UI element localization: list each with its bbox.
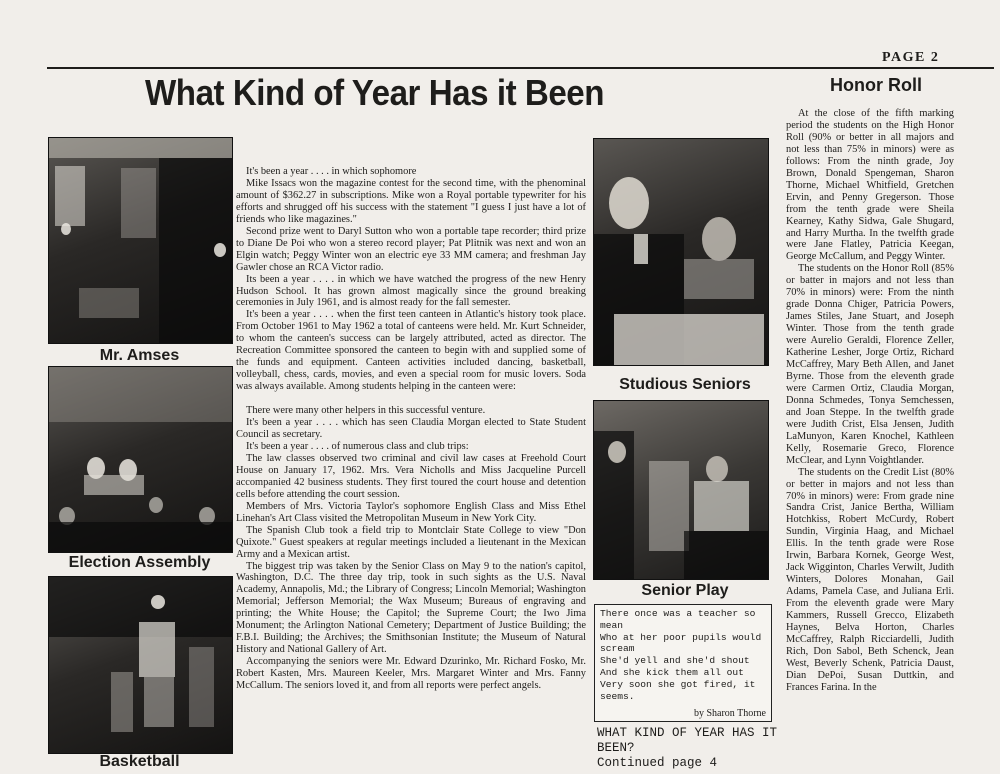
header-rule <box>47 67 994 69</box>
article-paragraph: Mike Issacs won the magazine contest for the second time, with the phenominal amount of $362.27 in subscriptions. Mike won a Royal portable typewriter for his efforts and shrugged off his success with the statement "I guess I just have a lot of friends who like magazines." <box>236 177 586 225</box>
photo-mr-amses <box>48 137 233 344</box>
poem-line: Very soon she got fired, it seems. <box>600 678 756 702</box>
article-paragraph: It's been a year . . . . in which sophomore <box>246 166 417 177</box>
main-article <box>236 166 586 692</box>
continued-title: WHAT KIND OF YEAR HAS IT BEEN? <box>597 726 778 755</box>
honor-roll-title: Honor Roll <box>830 75 922 95</box>
caption-senior-play: Senior Play <box>641 582 729 599</box>
honor-roll-paragraph: At the close of the fifth marking period the students on the High Honor Roll (90% or better in all majors and not less than 75% in minors) were as follows: From the ninth grade, Joy Brown, Donald Spengeman, Sharon Thorne, Michael Whitfield, Gretchen Ervin, and Penny Gregerson. Those from the tenth grade were Sheila Kearney, Kathy Sidwa, Gale Shugard, and Harry Murtha. In the twelfth grade were Jane Flatley, Patricia Keegan, George McCallum, and Peggy Winter. <box>786 108 954 263</box>
photo-senior-play <box>593 400 769 580</box>
article-paragraph: It's been a year . . . . of numerous class and club trips: <box>246 440 469 452</box>
honor-roll-paragraph: The students on the Honor Roll (85% or batter in majors and not less than 70% in minors) were: From the ninth grade Donna Chiger, Patricia Powers, James Stiles, Jane Stuart, and Joseph Winter. Those from the tenth grade were Aurelio Geraldi, Florence Zeller, Katherine Lesher, Jorge Ortiz, Richard McCaffrey, Mary Beth Allen, and Janet Byrne. Those from the eleventh grade were Carmen Ortiz, Claudia Morgan, Donna Schmedes, Tonya Semchessen, and Joan Steppe. In the twelfth grade were Judith Crist, Elsa Jensen, Judith LaMunyon, Karen Knochel, Kathleen Kelly, Rosemarie Greco, Florence McClear, and Lynn Voightlander. <box>786 263 954 466</box>
photo-basketball <box>48 576 233 754</box>
article-paragraph: There were many other helpers in this successful venture. <box>246 405 486 417</box>
poem-line: She'd yell and she'd shout <box>600 655 750 667</box>
article-paragraph: Accompanying the seniors were Mr. Edward Dzurinko, Mr. Richard Fosko, Mr. Robert Kasten, Mrs. Maureen Keeler, Mrs. Margaret Winter and Mrs. Fanny McCallum. The seniors loved it, and from all reports were perfect angels. <box>236 656 586 692</box>
photo-studious-seniors <box>593 138 769 366</box>
continued-notice <box>597 726 782 771</box>
poem-line: Who at her poor pupils would scream <box>600 631 762 655</box>
article-paragraph: It's been a year . . . . which has seen Claudia Morgan elected to State Student Council as secretary. <box>236 417 586 441</box>
headline: What Kind of Year Has it Been <box>145 72 605 113</box>
caption-basketball: Basketball <box>99 753 180 770</box>
article-paragraph: Members of Mrs. Victoria Taylor's sophomore English Class and Miss Ethel Linehan's Art Class visited the Metropolitan Museum in New York City. <box>236 500 586 524</box>
article-paragraph: The biggest trip was taken by the Senior Class on May 9 to the nation's capitol, Washington, D.C. The three day trip, took in such sights as the U.S. Naval Academy, Annapolis, Md.; the Library of Congress; Lincoln Memorial; Washington Memorial; Jefferson Memorial; the Wax Museum; Bureaus of engraving and printing; the White House; the Capitol; the Supreme Court; the Iwo Jima Monument; the Arlington National Cemetery; Department of Justice Building; the F.B.I. Building; the Archives; the Smithsonian Institute; the Museum of Natural History and National Gallery of Art. <box>236 560 586 656</box>
poem-author: by Sharon Thorne <box>693 708 766 720</box>
photo-election-assembly <box>48 366 233 553</box>
honor-roll-article <box>786 108 954 694</box>
poem-line: And she kick them all out <box>600 666 744 678</box>
caption-election-assembly: Election Assembly <box>68 554 211 571</box>
poem-box <box>594 604 772 722</box>
caption-mr-amses: Mr. Amses <box>99 347 180 364</box>
continued-note: Continued page 4 <box>597 756 718 770</box>
page-number: PAGE 2 <box>882 50 940 65</box>
article-paragraph: It's been a year . . . . when the first teen canteen in Atlantic's history took place. From October 1961 to May 1962 a total of canteens were held. Mr. Kurt Schneider, to whom the canteen's success can be largely attributed, acted as director. The Recreation Committee sponsored the canteen to begin with and supplied some of the funds and equipment. Canteen activities included dancing, basketball, volleyball, chess, cards, movies, and even a special room for music lovers. Soda was always available. Among students helping in the canteen were: <box>236 309 586 393</box>
article-paragraph: The law classes observed two criminal and civil law cases at Freehold Court House on January 17, 1962. Mrs. Vera Nicholls and Miss Jacqueline Purcell accompanied 42 business students. They first toured the court house and detention cells before attending the court session. <box>236 452 586 500</box>
article-paragraph: Its been a year . . . . in which we have watched the progress of the new Henry Hudson School. It has grown almost magically since the ground breaking ceremonies in July 1961, and is almost ready for the fall semester. <box>236 273 586 309</box>
caption-studious-seniors: Studious Seniors <box>619 376 751 393</box>
poem-line: There once was a teacher so mean <box>600 608 756 631</box>
honor-roll-paragraph: The students on the Credit List (80% or better in majors and not less than 70% in minors) were: From grade nine Sandra Crist, Janice Bertha, William Hotchkiss, Robert McCurdy, Robert Sundin, Virginia Haag, and Michael Ellis. In the tenth grade were Rose Irwin, Barbara Kornek, George West, Jack Wigginton, Charles Verwilt, Judith Winters, Dolores Monahan, Gail Adams, Pamela Case, and Juliana Erli. From the eleventh grade were Mary Kammers, Russell Grecco, Elizabeth Haynes, Belva Horton, Charles McCaffrey, Ralph Ricciardelli, Judith Rich, Don Sabol, Beth Schenck, Jean West, Beverly Schenk, Patricia Daust, Dian DePoi, Susan Duttkin, and Frances Farina. In the <box>786 466 954 693</box>
article-paragraph: The Spanish Club took a field trip to Montclair State College to view "Don Quixote." Guest speakers at regular meetings included a lieutenant in the Mexican Army and a Mexican artist. <box>236 524 586 560</box>
article-paragraph: Second prize went to Daryl Sutton who won a portable tape recorder; third prize to Diane De Poi who won a stereo record player; Pat Plitnik was next and won an Elgin watch; Peggy Winter won an electric eye 33 MM camera; and freshman Jay Gawler chose an RCA Victor radio. <box>236 225 586 273</box>
